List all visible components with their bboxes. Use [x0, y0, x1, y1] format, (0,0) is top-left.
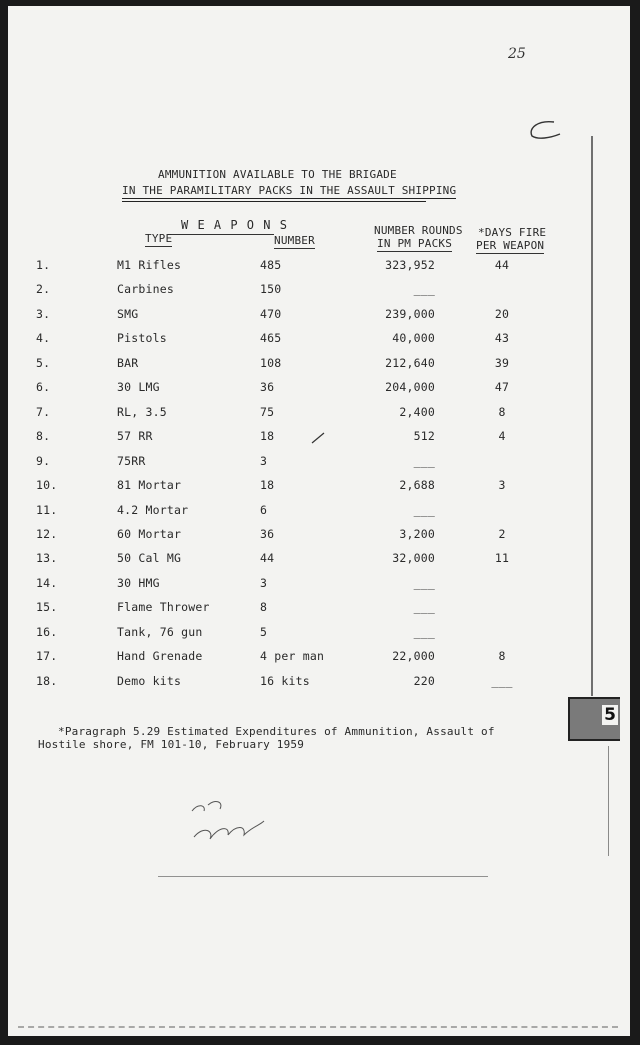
weapon-type: Demo kits — [117, 673, 182, 688]
days-fire: 43 — [494, 331, 510, 346]
weapon-count: 18 — [260, 429, 275, 444]
weapon-count: 4 per man — [260, 649, 325, 664]
header-rounds-1: NUMBER ROUNDS — [374, 224, 463, 237]
row-number: 14. — [36, 575, 58, 590]
weapon-count: 36 — [260, 526, 275, 541]
days-fire: 39 — [494, 355, 510, 370]
weapon-type: Tank, 76 gun — [117, 624, 203, 639]
weapon-count: 75 — [260, 404, 275, 419]
weapon-type: 4.2 Mortar — [117, 502, 189, 517]
rounds-count: 212,640 — [385, 355, 435, 370]
rounds-count: 512 — [413, 429, 435, 444]
table-row — [8, 454, 630, 478]
weapon-type: Flame Thrower — [117, 600, 210, 615]
weapon-type: SMG — [117, 306, 139, 321]
row-number: 8. — [36, 429, 51, 444]
days-fire: 2 — [498, 526, 506, 541]
row-number: 7. — [36, 404, 51, 419]
row-number: 5. — [36, 355, 51, 370]
table-row — [8, 258, 630, 282]
table-row — [8, 282, 630, 306]
table-row — [8, 674, 630, 698]
stray-mark — [310, 431, 326, 445]
weapons-underline — [168, 234, 274, 235]
row-number: 1. — [36, 258, 51, 272]
days-fire: 4 — [498, 429, 506, 444]
table-row — [8, 478, 630, 502]
row-number: 11. — [36, 502, 58, 517]
row-number: 15. — [36, 600, 58, 615]
rounds-count: ___ — [413, 502, 435, 517]
rounds-count: 32,000 — [392, 551, 435, 566]
weapon-type: BAR — [117, 355, 139, 370]
weapon-type: 60 Mortar — [117, 526, 182, 541]
weapon-type: 57 RR — [117, 429, 153, 444]
row-number: 18. — [36, 673, 58, 688]
table-row — [8, 527, 630, 551]
rounds-count: ___ — [413, 624, 435, 639]
row-number: 3. — [36, 306, 51, 321]
weapon-type: Carbines — [117, 282, 174, 297]
weapon-count: 18 — [260, 478, 275, 493]
rounds-count: ___ — [413, 282, 435, 297]
weapon-type: 30 HMG — [117, 575, 160, 590]
header-number: NUMBER — [274, 234, 315, 247]
handwritten-signature — [184, 781, 274, 851]
title-line-2: IN THE PARAMILITARY PACKS IN THE ASSAULT SHIPPING — [122, 184, 457, 197]
rounds-count: 40,000 — [392, 331, 435, 346]
rounds-count: ___ — [413, 600, 435, 615]
weapon-type: 81 Mortar — [117, 478, 182, 493]
row-number: 13. — [36, 551, 58, 566]
section-tab-number: 5 — [604, 705, 616, 725]
rounds-count: 2,688 — [399, 478, 435, 493]
weapon-count: 108 — [260, 355, 282, 370]
table-row — [8, 503, 630, 527]
row-number: 9. — [36, 453, 51, 468]
weapon-count: 5 — [260, 624, 268, 639]
rounds-count: ___ — [413, 575, 435, 590]
table-row — [8, 331, 630, 355]
weapon-type: 75RR — [117, 453, 146, 468]
header-days-2: PER WEAPON — [476, 239, 545, 252]
days-fire: 3 — [498, 478, 506, 493]
rounds-count: 2,400 — [399, 404, 435, 419]
row-number: 10. — [36, 478, 58, 493]
weapon-count: 36 — [260, 380, 275, 395]
rounds-count: 220 — [413, 673, 435, 688]
weapon-count: 470 — [260, 306, 282, 321]
days-fire: 8 — [498, 649, 506, 664]
table-row — [8, 356, 630, 380]
header-type: TYPE — [145, 232, 173, 245]
handwritten-mark — [524, 118, 564, 142]
table-row — [8, 625, 630, 649]
days-fire: 44 — [494, 258, 510, 272]
rounds-count: 22,000 — [392, 649, 435, 664]
rounds-count: 204,000 — [385, 380, 435, 395]
page-number: 25 — [508, 46, 526, 62]
weapon-type: RL, 3.5 — [117, 404, 167, 419]
row-number: 16. — [36, 624, 58, 639]
weapon-count: 485 — [260, 258, 282, 272]
weapon-count: 465 — [260, 331, 282, 346]
section-tab — [568, 697, 620, 741]
weapon-type: Pistols — [117, 331, 167, 346]
document-page — [8, 6, 630, 1036]
days-fire: 47 — [494, 380, 510, 395]
weapon-count: 6 — [260, 502, 268, 517]
days-fire: 11 — [494, 551, 510, 566]
days-fire: ___ — [491, 673, 513, 688]
weapon-type: 30 LMG — [117, 380, 160, 395]
rounds-count: 323,952 — [385, 258, 435, 272]
weapon-count: 3 — [260, 453, 268, 468]
weapon-type: Hand Grenade — [117, 649, 203, 664]
weapon-type: 50 Cal MG — [117, 551, 182, 566]
table-row — [8, 380, 630, 404]
row-number: 6. — [36, 380, 51, 395]
days-fire: 8 — [498, 404, 506, 419]
footnote-line-2: Hostile shore, FM 101-10, February 1959 — [38, 738, 305, 751]
table-row — [8, 405, 630, 429]
row-number: 2. — [36, 282, 51, 297]
weapon-count: 16 kits — [260, 673, 310, 688]
table-row — [8, 600, 630, 624]
header-weapons: W E A P O N S — [181, 218, 288, 232]
weapon-count: 44 — [260, 551, 275, 566]
header-days-1: *DAYS FIRE — [478, 226, 547, 239]
footnote-line-1: *Paragraph 5.29 Estimated Expenditures of Ammunition, Assault of — [58, 725, 495, 738]
table-row — [8, 576, 630, 600]
row-number: 12. — [36, 526, 58, 541]
header-rounds-2: IN PM PACKS — [377, 237, 453, 250]
title-double-underline — [122, 201, 426, 202]
weapon-type: M1 Rifles — [117, 258, 182, 272]
days-fire: 20 — [494, 306, 510, 321]
table-row — [8, 307, 630, 331]
row-number: 17. — [36, 649, 58, 664]
table-row — [8, 551, 630, 575]
rounds-count: 3,200 — [399, 526, 435, 541]
weapon-count: 3 — [260, 575, 268, 590]
title-line-1: AMMUNITION AVAILABLE TO THE BRIGADE — [158, 168, 397, 181]
bottom-rule — [158, 876, 488, 877]
row-number: 4. — [36, 331, 51, 346]
weapon-count: 150 — [260, 282, 282, 297]
rounds-count: 239,000 — [385, 306, 435, 321]
weapon-count: 8 — [260, 600, 268, 615]
margin-line-lower — [608, 746, 609, 856]
scan-edge — [18, 1026, 618, 1028]
rounds-count: ___ — [413, 453, 435, 468]
table-row — [8, 649, 630, 673]
